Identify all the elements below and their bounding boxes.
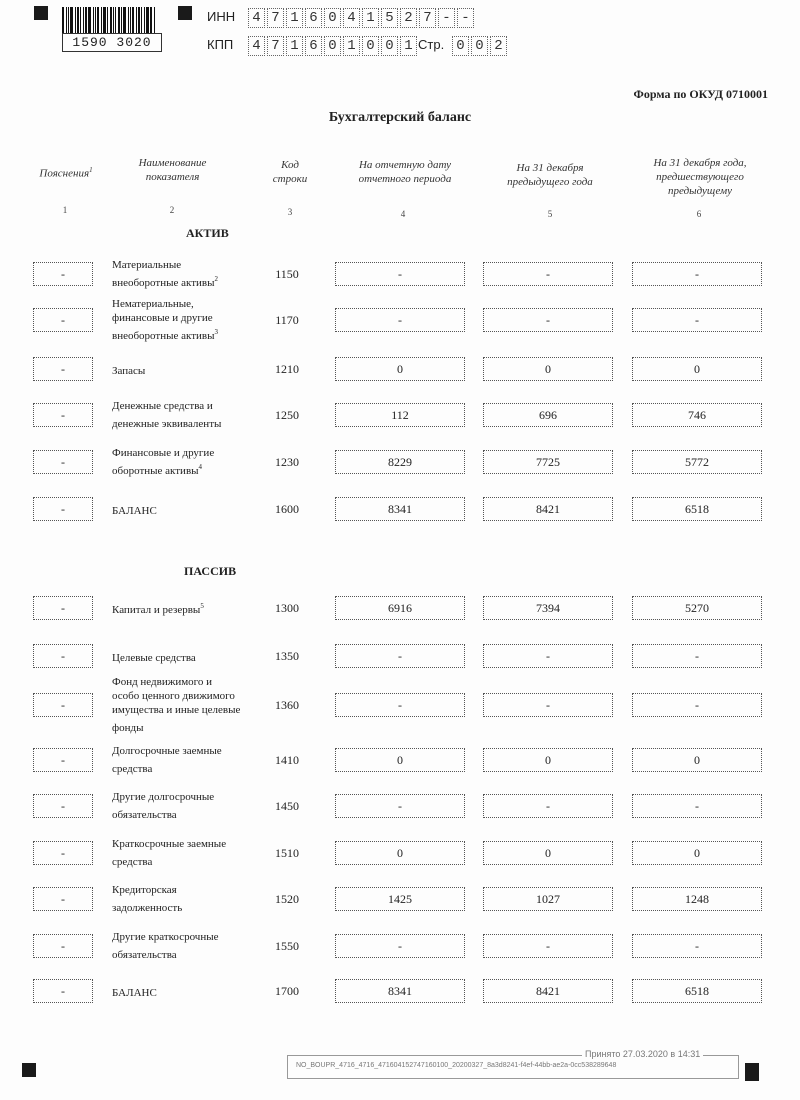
barcode-bar xyxy=(66,7,67,34)
asset-row-footnote: 2 xyxy=(214,275,218,284)
barcode-bar xyxy=(123,7,126,34)
liability-row-name xyxy=(112,930,242,962)
liability-row-name-text: Другие краткосрочные обязательства xyxy=(112,931,219,961)
liability-note-box: - xyxy=(33,748,93,772)
asset-row-footnote: 3 xyxy=(214,328,218,337)
liability-value-prev2: 6518 xyxy=(632,979,762,1003)
asset-note-box: - xyxy=(33,497,93,521)
kpp-digit-cell: 6 xyxy=(305,36,322,56)
column-header-name: Наименование показателя xyxy=(138,157,207,183)
corner-marker-bottom-right xyxy=(745,1063,759,1081)
inn-digit-cell: 7 xyxy=(419,8,436,28)
liability-value-prev: 8421 xyxy=(483,979,613,1003)
asset-value-current: 112 xyxy=(335,403,465,427)
liability-row-name-text: Фонд недвижимого и особо ценного движимого имущества и иные целевые фонды xyxy=(112,676,241,734)
kpp-digit-cell: 4 xyxy=(248,36,265,56)
document-title: Бухгалтерский баланс xyxy=(328,110,472,125)
asset-value-prev2: - xyxy=(632,308,762,332)
column-header-prev2: На 31 декабря года, предшествующего предыдущему xyxy=(653,157,747,197)
form-okud: Форма по ОКУД 0710001 xyxy=(633,87,768,101)
kpp-label: КПП xyxy=(207,37,234,52)
asset-value-prev: - xyxy=(483,262,613,286)
liability-value-prev2: - xyxy=(632,934,762,958)
asset-row-name xyxy=(112,500,242,518)
barcode-number: 1590 3020 xyxy=(62,33,162,52)
asset-note-box: - xyxy=(33,450,93,474)
kpp-digit-cell: 0 xyxy=(381,36,398,56)
column-number-4: 4 xyxy=(400,209,406,219)
inn-digit-cell: 7 xyxy=(267,8,284,28)
barcode-bar xyxy=(83,7,84,34)
barcode-bar xyxy=(80,7,81,34)
liability-row-name-text: Краткосрочные заемные средства xyxy=(112,838,227,868)
barcode xyxy=(62,7,160,34)
asset-note-box: - xyxy=(33,308,93,332)
corner-marker-top-mid xyxy=(178,6,192,20)
page-label: Стр. xyxy=(418,37,445,52)
asset-value-prev2: 6518 xyxy=(632,497,762,521)
asset-row-name xyxy=(112,360,242,378)
asset-value-prev: 7725 xyxy=(483,450,613,474)
barcode-bar xyxy=(115,7,116,34)
asset-note-box: - xyxy=(33,357,93,381)
page-digit-cell: 0 xyxy=(452,36,469,56)
liability-value-prev2: - xyxy=(632,693,762,717)
kpp-cells xyxy=(248,36,419,56)
column-number-5: 5 xyxy=(547,209,553,219)
liability-value-current: 0 xyxy=(335,748,465,772)
liability-value-prev: 7394 xyxy=(483,596,613,620)
barcode-bar xyxy=(138,7,140,34)
acceptance-stamp-id: NO_BOUPR_4716_4716_471604152747160100_20200327_8a3d8241-f4ef-44bb-ae2a-0cc538289648 xyxy=(296,1062,617,1069)
asset-row-name xyxy=(112,258,242,290)
liability-value-current: - xyxy=(335,693,465,717)
liability-value-prev: - xyxy=(483,934,613,958)
asset-value-prev: 0 xyxy=(483,357,613,381)
liability-value-prev2: 5270 xyxy=(632,596,762,620)
kpp-digit-cell: 0 xyxy=(362,36,379,56)
liability-row-name xyxy=(112,883,242,915)
liability-value-prev: 1027 xyxy=(483,887,613,911)
inn-digit-cell: 5 xyxy=(381,8,398,28)
barcode-bar xyxy=(85,7,87,34)
barcode-bar xyxy=(136,7,137,34)
barcode-bar xyxy=(97,7,99,34)
page-digit-cell: 2 xyxy=(490,36,507,56)
barcode-bar xyxy=(77,7,79,34)
inn-digit-cell: 4 xyxy=(248,8,265,28)
liability-value-prev2: 1248 xyxy=(632,887,762,911)
liability-row-name-text: Целевые средства xyxy=(112,651,196,664)
barcode-bar xyxy=(150,7,152,34)
corner-marker-top-left xyxy=(34,6,48,20)
liability-note-box: - xyxy=(33,841,93,865)
kpp-digit-cell: 1 xyxy=(343,36,360,56)
assets-heading: АКТИВ xyxy=(186,226,229,240)
asset-note-box: - xyxy=(33,403,93,427)
asset-row-code: 1170 xyxy=(275,313,299,327)
liability-row-name xyxy=(112,790,242,822)
liability-value-prev: 0 xyxy=(483,748,613,772)
barcode-bar xyxy=(130,7,131,34)
asset-value-prev: 8421 xyxy=(483,497,613,521)
page-digit-cell: 0 xyxy=(471,36,488,56)
asset-row-code: 1600 xyxy=(275,502,299,516)
liability-value-current: - xyxy=(335,644,465,668)
liability-note-box: - xyxy=(33,887,93,911)
asset-value-current: - xyxy=(335,308,465,332)
asset-value-prev2: 5772 xyxy=(632,450,762,474)
liability-row-code: 1520 xyxy=(275,892,299,906)
asset-row-name-text: Денежные средства и денежные эквиваленты xyxy=(112,400,222,430)
barcode-bar xyxy=(118,7,120,34)
kpp-digit-cell: 0 xyxy=(324,36,341,56)
asset-row-name xyxy=(112,297,242,343)
barcode-bar xyxy=(101,7,102,34)
liability-row-name xyxy=(112,599,242,617)
asset-row-code: 1150 xyxy=(275,267,299,281)
asset-row-name-text: Нематериальные, финансовые и другие внеоборотные активы xyxy=(112,298,215,342)
asset-row-name-text: Запасы xyxy=(112,364,146,377)
asset-row-name-text: Финансовые и другие оборотные активы xyxy=(112,447,215,477)
column-header-code: Код строки xyxy=(272,159,308,185)
inn-digit-cell: 4 xyxy=(343,8,360,28)
inn-digit-cell: - xyxy=(438,8,455,28)
asset-value-prev2: 0 xyxy=(632,357,762,381)
liability-row-name xyxy=(112,647,242,665)
barcode-bar xyxy=(103,7,106,34)
liability-value-prev2: - xyxy=(632,644,762,668)
barcode-bar xyxy=(132,7,134,34)
asset-row-name xyxy=(112,446,242,478)
liability-note-box: - xyxy=(33,644,93,668)
liability-value-current: - xyxy=(335,794,465,818)
liability-value-current: 8341 xyxy=(335,979,465,1003)
liability-value-prev2: - xyxy=(632,794,762,818)
liability-value-current: - xyxy=(335,934,465,958)
liability-value-current: 0 xyxy=(335,841,465,865)
barcode-bar xyxy=(70,7,73,34)
liability-row-code: 1450 xyxy=(275,799,299,813)
asset-value-prev2: 746 xyxy=(632,403,762,427)
acceptance-stamp-date: Принято 27.03.2020 в 14:31 xyxy=(582,1049,703,1059)
liability-value-prev: - xyxy=(483,644,613,668)
liability-value-prev2: 0 xyxy=(632,748,762,772)
liability-row-code: 1360 xyxy=(275,698,299,712)
column-number-3: 3 xyxy=(287,207,293,217)
asset-row-name xyxy=(112,399,242,431)
asset-row-name-text: БАЛАНС xyxy=(112,504,157,517)
asset-row-code: 1250 xyxy=(275,408,299,422)
liability-row-name-text: Капитал и резервы xyxy=(112,603,201,616)
inn-digit-cell: 0 xyxy=(324,8,341,28)
inn-digit-cell: 1 xyxy=(286,8,303,28)
column-number-2: 2 xyxy=(169,205,175,215)
barcode-bar xyxy=(107,7,108,34)
kpp-digit-cell: 1 xyxy=(286,36,303,56)
liability-value-current: 1425 xyxy=(335,887,465,911)
liability-note-box: - xyxy=(33,934,93,958)
asset-value-prev: 696 xyxy=(483,403,613,427)
barcode-bar xyxy=(75,7,76,34)
barcode-bar xyxy=(144,7,145,34)
asset-value-prev: - xyxy=(483,308,613,332)
inn-digit-cell: 2 xyxy=(400,8,417,28)
liability-note-box: - xyxy=(33,693,93,717)
liability-note-box: - xyxy=(33,794,93,818)
column-number-1: 1 xyxy=(62,205,68,215)
barcode-bar xyxy=(93,7,94,34)
inn-label: ИНН xyxy=(207,9,236,24)
barcode-bar xyxy=(110,7,112,34)
asset-value-current: 0 xyxy=(335,357,465,381)
asset-note-box: - xyxy=(33,262,93,286)
liability-row-name xyxy=(112,982,242,1000)
liability-row-name xyxy=(112,837,242,869)
barcode-bar xyxy=(95,7,96,34)
inn-cells xyxy=(248,8,476,28)
liability-row-name-text: БАЛАНС xyxy=(112,986,157,999)
asset-row-code: 1230 xyxy=(275,455,299,469)
barcode-bar xyxy=(128,7,129,34)
liability-row-code: 1700 xyxy=(275,984,299,998)
liability-value-prev: - xyxy=(483,693,613,717)
kpp-digit-cell: 1 xyxy=(400,36,417,56)
barcode-bar xyxy=(88,7,91,34)
liability-row-name-text: Другие долгосрочные обязательства xyxy=(112,791,215,821)
liability-value-prev2: 0 xyxy=(632,841,762,865)
corner-marker-bottom-left xyxy=(22,1063,36,1077)
asset-value-prev2: - xyxy=(632,262,762,286)
column-header-current: На отчетную дату отчетного периода xyxy=(358,159,452,185)
liability-note-box: - xyxy=(33,596,93,620)
liabilities-heading: ПАССИВ xyxy=(184,564,237,578)
liability-row-name xyxy=(112,744,242,776)
liability-row-code: 1410 xyxy=(275,753,299,767)
barcode-bar xyxy=(62,7,64,34)
asset-value-current: - xyxy=(335,262,465,286)
page-cells xyxy=(452,36,509,56)
liability-row-footnote: 5 xyxy=(200,602,204,611)
barcode-bar xyxy=(68,7,69,34)
kpp-digit-cell: 7 xyxy=(267,36,284,56)
asset-row-footnote: 4 xyxy=(198,463,203,472)
liability-row-name-text: Кредиторская задолженность xyxy=(112,884,183,914)
barcode-bar xyxy=(113,7,114,34)
liability-row-code: 1510 xyxy=(275,846,299,860)
liability-note-box: - xyxy=(33,979,93,1003)
liability-value-prev: 0 xyxy=(483,841,613,865)
barcode-bar xyxy=(146,7,149,34)
barcode-bar xyxy=(154,7,155,34)
liability-row-code: 1300 xyxy=(275,601,299,615)
inn-digit-cell: 6 xyxy=(305,8,322,28)
liability-row-code: 1550 xyxy=(275,939,299,953)
liability-row-code: 1350 xyxy=(275,649,299,663)
asset-row-code: 1210 xyxy=(275,362,299,376)
liability-value-prev: - xyxy=(483,794,613,818)
asset-value-current: 8341 xyxy=(335,497,465,521)
inn-digit-cell: 1 xyxy=(362,8,379,28)
liability-value-current: 6916 xyxy=(335,596,465,620)
liability-row-name-text: Долгосрочные заемные средства xyxy=(112,745,222,775)
asset-value-current: 8229 xyxy=(335,450,465,474)
column-header-prev: На 31 декабря предыдущего года xyxy=(507,162,593,188)
inn-digit-cell: - xyxy=(457,8,474,28)
liability-row-name xyxy=(112,675,242,735)
column-number-6: 6 xyxy=(696,209,702,219)
barcode-bar xyxy=(141,7,142,34)
asset-row-name-text: Материальные внеоборотные активы xyxy=(112,259,215,289)
barcode-bar xyxy=(121,7,122,34)
column-header-notes: Пояснения$^1$ xyxy=(39,166,93,180)
